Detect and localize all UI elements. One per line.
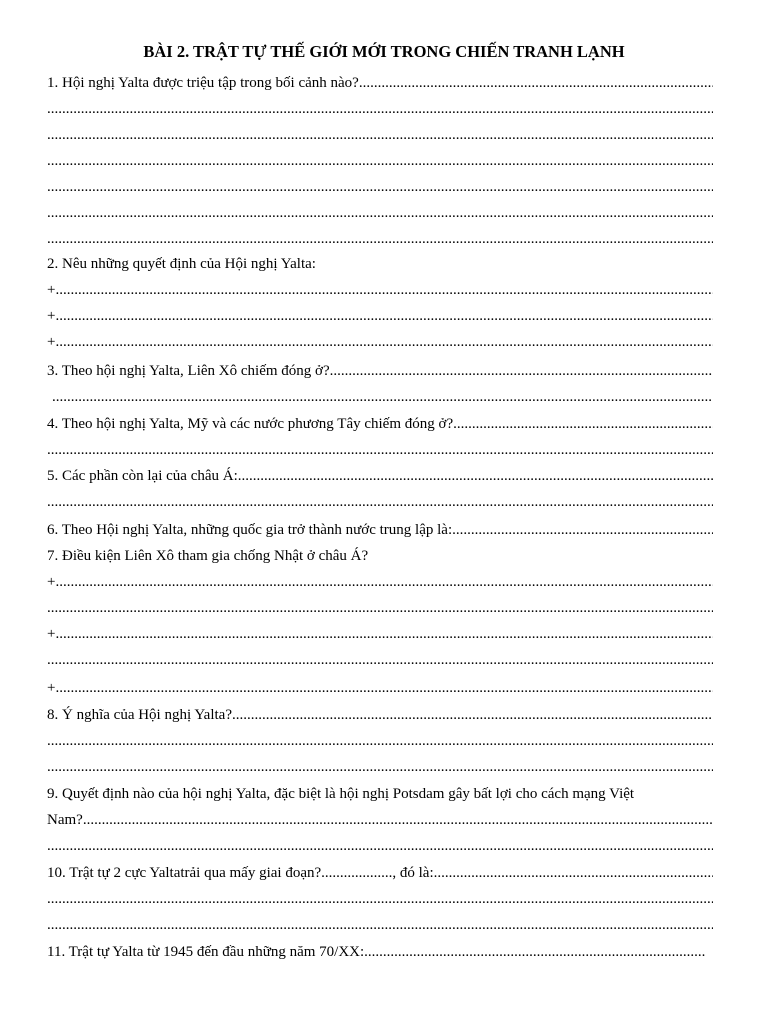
answer-line: [47, 756, 713, 778]
answer-line: [47, 150, 713, 172]
bullet-answer-line: + .....: [47, 279, 713, 301]
bullet-answer-line: + .....: [47, 571, 713, 593]
answer-line: [52, 386, 713, 408]
question-4-line: 4. Theo hội nghị Yalta, Mỹ và các nước phương Tây chiếm đóng ở? .....: [47, 413, 713, 435]
question-2-line: 2. Nêu những quyết định của Hội nghị Yalta:: [47, 256, 316, 272]
question-8-line: 8. Ý nghĩa của Hội nghị Yalta? .....: [47, 704, 713, 726]
answer-line: [47, 228, 713, 250]
answer-line: [47, 98, 713, 120]
question-9-continuation: Nam? .....: [47, 809, 713, 831]
question-5-line: 5. Các phần còn lại của châu Á: .....: [47, 465, 713, 487]
answer-line: [47, 491, 713, 513]
question-11-line: 11. Trật tự Yalta từ 1945 đến đầu những năm 70/XX: .....: [47, 941, 705, 963]
answer-line: [47, 888, 713, 910]
answer-line: [47, 439, 713, 461]
bullet-answer-line: + .....: [47, 305, 713, 327]
bullet-answer-line: + .....: [47, 677, 713, 699]
question-10-line: 10. Trật tự 2 cực Yaltatrải qua mấy giai đoạn?..................., đó là: .....: [47, 862, 713, 884]
answer-line: [47, 597, 713, 619]
answer-line: [47, 835, 713, 857]
question-9-line: 9. Quyết định nào của hội nghị Yalta, đặc biệt là hội nghị Potsdam gây bất lợi cho cách mạng Việt: [47, 786, 635, 802]
question-6-line: 6. Theo Hội nghị Yalta, những quốc gia trở thành nước trung lập là: .....: [47, 519, 713, 541]
question-1-line: 1. Hội nghị Yalta được triệu tập trong bối cảnh nào? .....: [47, 72, 713, 94]
answer-line: [47, 914, 713, 936]
worksheet-title: BÀI 2. TRẬT TỰ THẾ GIỚI MỚI TRONG CHIẾN TRANH LẠNH: [143, 42, 625, 61]
question-3-line: 3. Theo hội nghị Yalta, Liên Xô chiếm đóng ở? .....: [47, 360, 713, 382]
answer-line: [47, 730, 713, 752]
question-7-line: 7. Điều kiện Liên Xô tham gia chống Nhật ở châu Á?: [47, 548, 369, 564]
answer-line: [47, 649, 713, 671]
answer-line: [47, 124, 713, 146]
answer-line: [47, 176, 713, 198]
answer-line: [47, 202, 713, 224]
bullet-answer-line: + .....: [47, 331, 713, 353]
bullet-answer-line: + .....: [47, 623, 713, 645]
